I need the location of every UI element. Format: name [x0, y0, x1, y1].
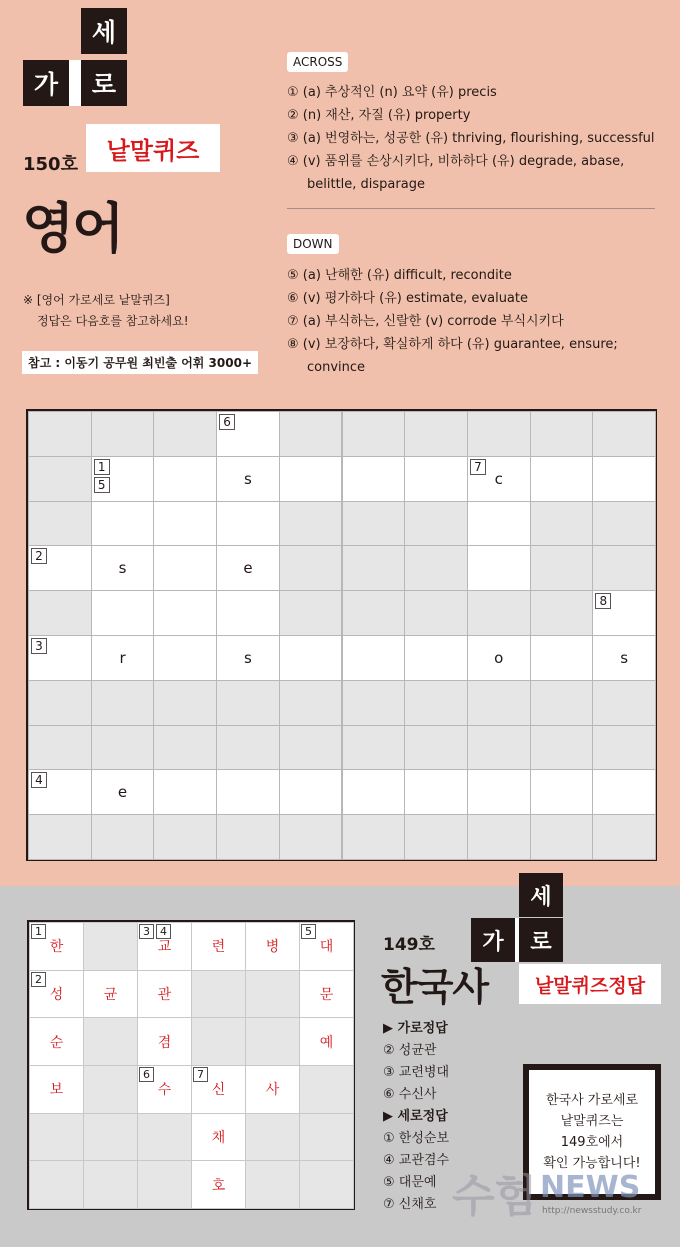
answer-grid: [27, 920, 355, 1210]
down-answer-5: ⑤ 대문예: [383, 1175, 437, 1190]
crossword-cell: [530, 411, 594, 457]
down-answer-4: ④ 교관겸수: [383, 1153, 450, 1168]
down-answers-title: ▶ 세로정답: [383, 1109, 448, 1124]
answer-cell: [245, 970, 300, 1019]
answer-char: 수: [157, 1082, 172, 1099]
answer-clue-number: 4: [156, 924, 171, 939]
crossword-cell: [530, 680, 594, 726]
crossword-cell: [279, 725, 343, 771]
crossword-cell: [216, 411, 280, 457]
crossword-cell: [28, 590, 92, 636]
crossword-cell: [28, 680, 92, 726]
crossword-cell: [216, 590, 280, 636]
across-answer-2: ② 성균관: [383, 1043, 437, 1058]
notice-line-3: 149호에서: [560, 1135, 624, 1150]
answer-cell: [191, 1160, 246, 1209]
crossword-cell: [91, 814, 155, 860]
crossword-cell: [530, 456, 594, 502]
answer-cell: [137, 1113, 192, 1162]
crossword-cell: [592, 635, 656, 681]
crossword-cell: [342, 456, 406, 502]
crossword-cell: [216, 725, 280, 771]
crossword-cell: [28, 725, 92, 771]
note-line-1: ※ [영어 가로세로 낱말퀴즈]: [23, 293, 170, 307]
answer-cell: [299, 1017, 354, 1066]
answer-char: 호: [211, 1177, 226, 1194]
crossword-grid: [26, 409, 657, 861]
answer-cell: [191, 1113, 246, 1162]
crossword-cell: [467, 456, 531, 502]
clue-number: 6: [219, 414, 235, 430]
reference-label: 참고 : 이동기 공무원 최빈출 어휘 3000+: [22, 351, 258, 374]
note-line-2: 정답은 다음호를 참고하세요!: [37, 314, 189, 328]
answer-char: 예: [319, 1034, 334, 1051]
answer-char: 보: [49, 1082, 64, 1099]
crossword-cell: [153, 635, 217, 681]
down-clue-6: ⑥ (v) 평가하다 (유) estimate, evaluate: [287, 291, 528, 306]
cell-letter: c: [494, 469, 503, 488]
answer-char: 병: [265, 939, 280, 956]
across-label: ACROSS: [287, 52, 348, 72]
crossword-cell: [467, 501, 531, 547]
down-clue-8-cont: convince: [307, 360, 366, 375]
crossword-cell: [216, 769, 280, 815]
crossword-cell: [592, 590, 656, 636]
answer-clue-number: 1: [31, 924, 46, 939]
answer-cell: [29, 922, 84, 971]
answer-cell: [245, 1113, 300, 1162]
crossword-cell: [91, 635, 155, 681]
answer-tile-ro: 로: [519, 918, 563, 962]
answer-cell: [191, 1065, 246, 1114]
answer-clue-number: 7: [193, 1067, 208, 1082]
watermark-logo-en: NEWS: [540, 1170, 641, 1205]
clue-number: 3: [31, 638, 47, 654]
crossword-cell: [467, 590, 531, 636]
crossword-cell: [342, 501, 406, 547]
crossword-cell: [404, 725, 468, 771]
answer-cell: [137, 970, 192, 1019]
crossword-cell: [216, 545, 280, 591]
answer-cell: [245, 1065, 300, 1114]
answer-quiz-name: 낱말퀴즈정답: [519, 964, 661, 1004]
crossword-cell: [279, 590, 343, 636]
watermark-logo-ko: 수험: [452, 1171, 538, 1222]
across-clue-2: ② (n) 재산, 자질 (유) property: [287, 108, 471, 123]
crossword-cell: [467, 635, 531, 681]
crossword-cell: [530, 814, 594, 860]
answer-cell: [245, 1160, 300, 1209]
answer-cell: [137, 1017, 192, 1066]
answer-char: 련: [211, 939, 226, 956]
crossword-cell: [592, 456, 656, 502]
answer-cell: [137, 1160, 192, 1209]
answer-cell: [137, 1065, 192, 1114]
cell-letter: s: [244, 648, 252, 667]
answer-char: 대: [319, 939, 334, 956]
answer-subject-title: 한국사: [381, 965, 489, 1009]
crossword-cell: [592, 411, 656, 457]
crossword-cell: [91, 411, 155, 457]
down-clue-7: ⑦ (a) 부식하는, 신랄한 (v) corrode 부식시키다: [287, 314, 564, 329]
answer-cell: [245, 922, 300, 971]
crossword-cell: [404, 769, 468, 815]
crossword-cell: [216, 680, 280, 726]
crossword-cell: [404, 411, 468, 457]
crossword-cell: [91, 590, 155, 636]
crossword-cell: [404, 456, 468, 502]
crossword-cell: [216, 456, 280, 502]
crossword-cell: [153, 814, 217, 860]
crossword-cell: [467, 769, 531, 815]
answer-cell: [137, 922, 192, 971]
clue-number: 5: [94, 477, 110, 493]
crossword-cell: [342, 635, 406, 681]
notice-line-4: 확인 가능합니다!: [543, 1156, 641, 1171]
answer-cell: [245, 1017, 300, 1066]
answer-cell: [83, 1160, 138, 1209]
down-label: DOWN: [287, 234, 339, 254]
answer-cell: [191, 922, 246, 971]
clue-divider: [287, 208, 655, 209]
crossword-cell: [153, 411, 217, 457]
crossword-cell: [342, 545, 406, 591]
crossword-cell: [592, 769, 656, 815]
crossword-cell: [153, 680, 217, 726]
answer-cell: [29, 1113, 84, 1162]
answer-cell: [29, 970, 84, 1019]
across-answer-3: ③ 교련병대: [383, 1065, 450, 1080]
crossword-cell: [530, 501, 594, 547]
answer-clue-number: 5: [301, 924, 316, 939]
answer-cell: [299, 922, 354, 971]
crossword-cell: [153, 769, 217, 815]
crossword-cell: [342, 590, 406, 636]
crossword-cell: [279, 501, 343, 547]
crossword-cell: [91, 725, 155, 771]
down-answer-7: ⑦ 신채호: [383, 1197, 437, 1212]
across-clue-4-cont: belittle, disparage: [307, 177, 425, 192]
answer-char: 신: [211, 1082, 226, 1099]
crossword-cell: [91, 501, 155, 547]
crossword-cell: [404, 545, 468, 591]
title-tile-gap: [69, 60, 81, 106]
crossword-cell: [216, 635, 280, 681]
crossword-cell: [404, 501, 468, 547]
answer-clue-number: 3: [139, 924, 154, 939]
cell-letter: e: [117, 783, 128, 802]
answer-tile-se: 세: [519, 873, 563, 917]
crossword-cell: [592, 501, 656, 547]
answer-cell: [299, 970, 354, 1019]
crossword-cell: [153, 501, 217, 547]
answer-cell: [299, 1113, 354, 1162]
answer-cell: [29, 1017, 84, 1066]
crossword-cell: [342, 814, 406, 860]
crossword-cell: [279, 545, 343, 591]
answer-cell: [83, 1113, 138, 1162]
answer-char: 순: [49, 1034, 64, 1051]
clue-number: 7: [470, 459, 486, 475]
crossword-cell: [279, 680, 343, 726]
crossword-cell: [216, 814, 280, 860]
crossword-cell: [91, 769, 155, 815]
across-answer-6: ⑥ 수신사: [383, 1087, 437, 1102]
crossword-cell: [467, 725, 531, 771]
clue-number: 1: [94, 459, 110, 475]
crossword-cell: [279, 814, 343, 860]
crossword-cell: [404, 814, 468, 860]
crossword-cell: [216, 501, 280, 547]
answer-char: 사: [265, 1082, 280, 1099]
answer-tile-ga: 가: [471, 918, 515, 962]
answer-cell: [29, 1065, 84, 1114]
answer-cell: [83, 922, 138, 971]
answer-clue-number: 6: [139, 1067, 154, 1082]
crossword-cell: [404, 680, 468, 726]
issue-number: 150호: [23, 154, 78, 175]
crossword-cell: [28, 411, 92, 457]
answer-char: 교: [157, 939, 172, 956]
crossword-cell: [467, 411, 531, 457]
crossword-cell: [530, 590, 594, 636]
crossword-cell: [153, 545, 217, 591]
cell-letter: s: [620, 648, 629, 667]
cell-letter: s: [118, 559, 127, 578]
crossword-cell: [467, 545, 531, 591]
quiz-name-label: 낱말퀴즈: [86, 124, 220, 172]
crossword-cell: [28, 501, 92, 547]
answer-cell: [83, 1065, 138, 1114]
cell-letter: r: [119, 648, 126, 667]
crossword-cell: [28, 545, 92, 591]
title-tile-se: 세: [81, 8, 127, 54]
crossword-cell: [153, 725, 217, 771]
crossword-cell: [342, 411, 406, 457]
crossword-cell: [467, 814, 531, 860]
crossword-cell: [530, 769, 594, 815]
crossword-cell: [28, 456, 92, 502]
answer-cell: [299, 1065, 354, 1114]
crossword-cell: [592, 545, 656, 591]
crossword-cell: [530, 725, 594, 771]
cell-letter: e: [243, 559, 253, 578]
cell-letter: s: [244, 469, 252, 488]
clue-number: 8: [595, 593, 611, 609]
clue-number: 4: [31, 772, 47, 788]
crossword-cell: [153, 456, 217, 502]
crossword-cell: [342, 769, 406, 815]
answer-clue-number: 2: [31, 972, 46, 987]
crossword-cell: [404, 635, 468, 681]
title-tile-ga: 가: [23, 60, 69, 106]
crossword-cell: [28, 635, 92, 681]
answer-cell: [191, 970, 246, 1019]
answer-cell: [83, 970, 138, 1019]
crossword-cell: [530, 635, 594, 681]
answer-char: 채: [211, 1129, 226, 1146]
crossword-cell: [342, 725, 406, 771]
answer-char: 균: [103, 986, 118, 1003]
across-clue-3: ③ (a) 번영하는, 성공한 (유) thriving, flourishing, successful: [287, 131, 655, 146]
answer-char: 문: [319, 986, 334, 1003]
down-clue-5: ⑤ (a) 난해한 (유) difficult, recondite: [287, 268, 512, 283]
across-answers-title: ▶ 가로정답: [383, 1021, 448, 1036]
across-clue-4: ④ (v) 품위를 손상시키다, 비하하다 (유) degrade, abase,: [287, 154, 625, 169]
notice-line-2: 낱말퀴즈는: [560, 1114, 624, 1129]
answer-cell: [29, 1160, 84, 1209]
crossword-cell: [592, 680, 656, 726]
title-tile-ro: 로: [81, 60, 127, 106]
down-answer-1: ① 한성순보: [383, 1131, 450, 1146]
crossword-cell: [467, 680, 531, 726]
crossword-cell: [91, 680, 155, 726]
crossword-cell: [279, 411, 343, 457]
answer-char: 성: [49, 986, 64, 1003]
answer-cell: [191, 1017, 246, 1066]
subject-title: 영어: [22, 197, 123, 260]
crossword-cell: [28, 814, 92, 860]
crossword-cell: [279, 456, 343, 502]
answer-char: 겸: [157, 1034, 172, 1051]
down-clue-8: ⑧ (v) 보장하다, 확실하게 하다 (유) guarantee, ensure;: [287, 337, 618, 352]
answer-cell: [83, 1017, 138, 1066]
crossword-cell: [153, 590, 217, 636]
across-clue-1: ① (a) 추상적인 (n) 요약 (유) precis: [287, 85, 497, 100]
crossword-cell: [28, 769, 92, 815]
crossword-cell: [91, 456, 155, 502]
crossword-cell: [592, 814, 656, 860]
answer-char: 한: [49, 939, 64, 956]
crossword-cell: [592, 725, 656, 771]
answer-char: 관: [157, 986, 172, 1003]
crossword-cell: [279, 635, 343, 681]
crossword-cell: [404, 590, 468, 636]
crossword-cell: [530, 545, 594, 591]
notice-line-1: 한국사 가로세로: [545, 1093, 639, 1108]
answer-cell: [299, 1160, 354, 1209]
watermark-url: http://newsstudy.co.kr: [542, 1206, 642, 1216]
crossword-cell: [91, 545, 155, 591]
crossword-cell: [279, 769, 343, 815]
clue-number: 2: [31, 548, 47, 564]
crossword-cell: [342, 680, 406, 726]
cell-letter: o: [494, 648, 504, 667]
answer-issue-number: 149호: [383, 935, 435, 955]
